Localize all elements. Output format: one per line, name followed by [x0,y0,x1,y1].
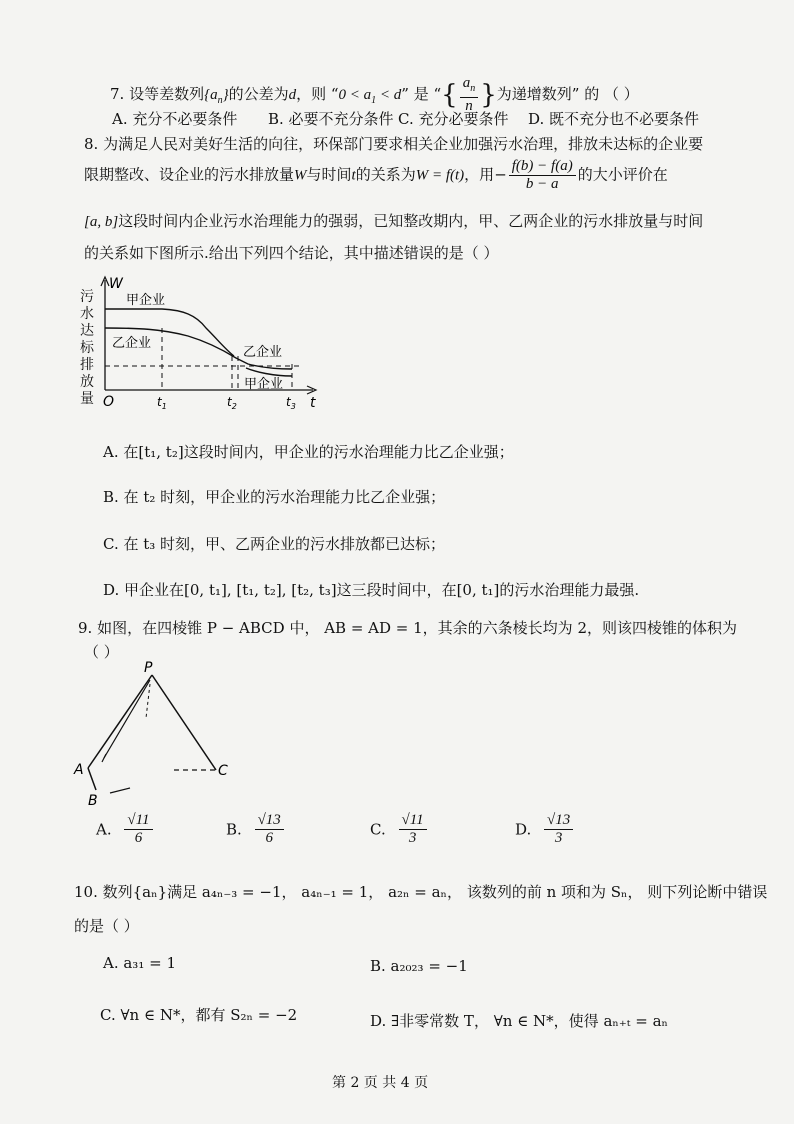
q9-option-c-den: 3 [408,830,417,846]
vertex-A: A [74,762,84,778]
q8-line2-a: 限期整改、设企业的污水排放量 [84,165,295,184]
q10-option-a: A. a₃₁ = 1 [103,954,176,972]
edge-PA-inner [104,680,150,758]
q7-frac-num-sub: n [470,83,476,94]
q8-line4: 的关系如下图所示.给出下列四个结论，其中描述错误的是（ ） [84,244,499,262]
label-jia-top: 甲企业 [126,293,166,308]
q7-cond-sub: 1 [371,95,377,106]
q7-seq-close: } [222,87,229,103]
q9-option-a-num: √11 [124,812,152,830]
vertex-P: P [144,660,153,676]
q7-left-brace: { [441,80,458,110]
y-axis-label: W [109,276,123,292]
edge-AD-hidden [102,754,106,762]
q8-line2-b: 与时间 [306,165,352,184]
tick-t1: $t_1$ [157,395,167,411]
q10-option-b: B. a₂₀₂₃ = −1 [370,957,468,975]
q9-pyramid-figure [70,658,240,808]
edge-PD-hidden [146,684,150,718]
q7-stem-mid1: 的公差为 [228,85,289,103]
ylabel-char-5: 排 [80,357,94,373]
vertex-C: C [218,763,228,779]
q7-cond-text: 0 < a [338,87,372,103]
ylabel-char-7: 量 [80,391,94,407]
q8-emission-graph [78,272,328,417]
q10-line2: 的是（ ） [74,917,139,935]
q8-interval: [a, b] [84,214,119,230]
q9-line2: （ ） [84,643,119,661]
edge-AB [88,768,96,790]
q7-frac-num [460,75,479,98]
q9-option-b-label: B. [226,820,242,839]
ylabel-char-6: 放 [80,374,94,390]
vertex-B: B [88,793,98,808]
q8-option-c: C. 在 t₃ 时刻，甲、乙两企业的污水排放都已达标； [103,535,446,553]
q8-option-d: D. 甲企业在[0, t₁], [t₁, t₂], [t₂, t₃]这三段时间中，在[0, t₁]的污水治理能力最强. [103,581,640,599]
q7-seq [204,87,229,106]
q9-option-a-label: A. [96,820,112,839]
ylabel-stack [80,289,95,407]
q9-option-c-num: √11 [399,812,427,830]
x-axis-label: t [310,395,316,411]
q8-t: t [351,167,356,184]
q7-d: d [288,87,297,103]
q7-seq-text: {a [204,87,218,103]
q8-frac-num: f(b) − f(a) [509,158,576,176]
q8-line2-e: 的大小评价在 [577,165,668,184]
origin-label: O [103,394,115,410]
q10-line1: 10. 数列{aₙ}满足 a₄ₙ₋₃ = −1， a₄ₙ₋₁ = 1， a₂ₙ = aₙ， 该数列的前 n 项和为 Sₙ， 则下列论断中错误 [74,883,768,901]
page-footer: 第 2 页 共 4 页 [332,1075,429,1091]
q8-line3 [84,210,703,231]
ylabel-char-2: 水 [80,306,94,322]
q7-option-d: D. 既不充分也不必要条件 [528,110,700,128]
q7-cond-end: < d [376,87,402,103]
q9-option-a-frac [124,812,152,847]
q10-option-c: C. ∀n ∈ N*，都有 S₂ₙ = −2 [100,1006,298,1024]
ylabel-char-4: 标 [80,340,94,356]
q9-option-b-num: √13 [255,812,284,830]
q9-option-a [96,812,155,847]
q7-stem-end: 为递增数列” 的 （ ） [496,85,639,103]
ylabel-char-3: 达 [80,323,94,339]
q9-option-d-frac [544,812,573,847]
q8-option-b: B. 在 t₂ 时刻，甲企业的污水治理能力比乙企业强； [103,488,446,506]
q7-option-b: B. 必要不充分条件 [268,110,394,128]
label-jia-right: 甲企业 [244,377,284,392]
q7-right-brace: } [480,80,497,110]
q7-option-a: A. 充分不必要条件 [112,110,238,128]
q9-option-a-den: 6 [134,830,143,846]
q9-option-b [226,812,286,847]
q8-W: W [294,167,307,184]
q8-line2-d: ，用 [464,165,495,184]
q10-option-d: D. ∃非零常数 T， ∀n ∈ N*，使得 aₙ₊ₜ = aₙ [370,1012,669,1030]
q8-line2 [84,158,668,193]
edge-PC [152,675,216,770]
edge-BC [110,788,130,793]
q8-eq: W = f(t) [415,167,465,184]
q9-option-b-den: 6 [265,830,273,846]
q9-option-c [370,812,429,847]
q7-frac-den: n [465,98,473,114]
q7-seq-sub: n [217,95,223,106]
q8-line1: 8. 为满足人民对美好生活的向往，环保部门要求相关企业加强污水治理，排放未达标的企业要 [84,135,704,153]
q9-option-c-label: C. [370,820,386,839]
q9-option-d-label: D. [515,820,532,839]
q9-option-d [515,812,575,847]
ylabel-char-1: 污 [80,289,94,305]
tick-t2: $t_2$ [227,395,237,411]
q9-option-c-frac [399,812,427,847]
q7-cond [338,87,402,106]
tick-t3: $t_3$ [286,395,296,411]
q9-option-d-num: √13 [544,812,573,830]
q9-option-d-den: 3 [554,830,563,846]
edge-PA [88,675,152,768]
q7-stem-mid3: ” 是 “ [401,85,442,103]
q8-frac-den: b − a [525,176,559,192]
q8-fraction [509,158,576,193]
q8-option-a: A. 在[t₁, t₂]这段时间内，甲企业的污水治理能力比乙企业强； [103,443,514,461]
label-yi-right: 乙企业 [243,345,283,360]
q7-stem-mid2: ，则 “ [296,85,339,103]
q9-line1: 9. 如图，在四棱锥 P − ABCD 中， AB = AD = 1，其余的六条棱长均为 2，则该四棱锥的体积为 [78,619,737,637]
q7-frac-num-text: a [462,75,471,91]
q7-stem-prefix: 7. 设等差数列 [110,85,205,103]
q9-option-b-frac [255,812,284,847]
q8-minus: − [494,165,507,184]
q8-line2-c: 的关系为 [355,165,416,184]
q8-line3-rest: 这段时间内企业污水治理能力的强弱，已知整改期内，甲、乙两企业的污水排放量与时间 [118,212,704,230]
label-yi-left: 乙企业 [112,336,152,351]
q7-option-c: C. 充分必要条件 [398,110,509,128]
